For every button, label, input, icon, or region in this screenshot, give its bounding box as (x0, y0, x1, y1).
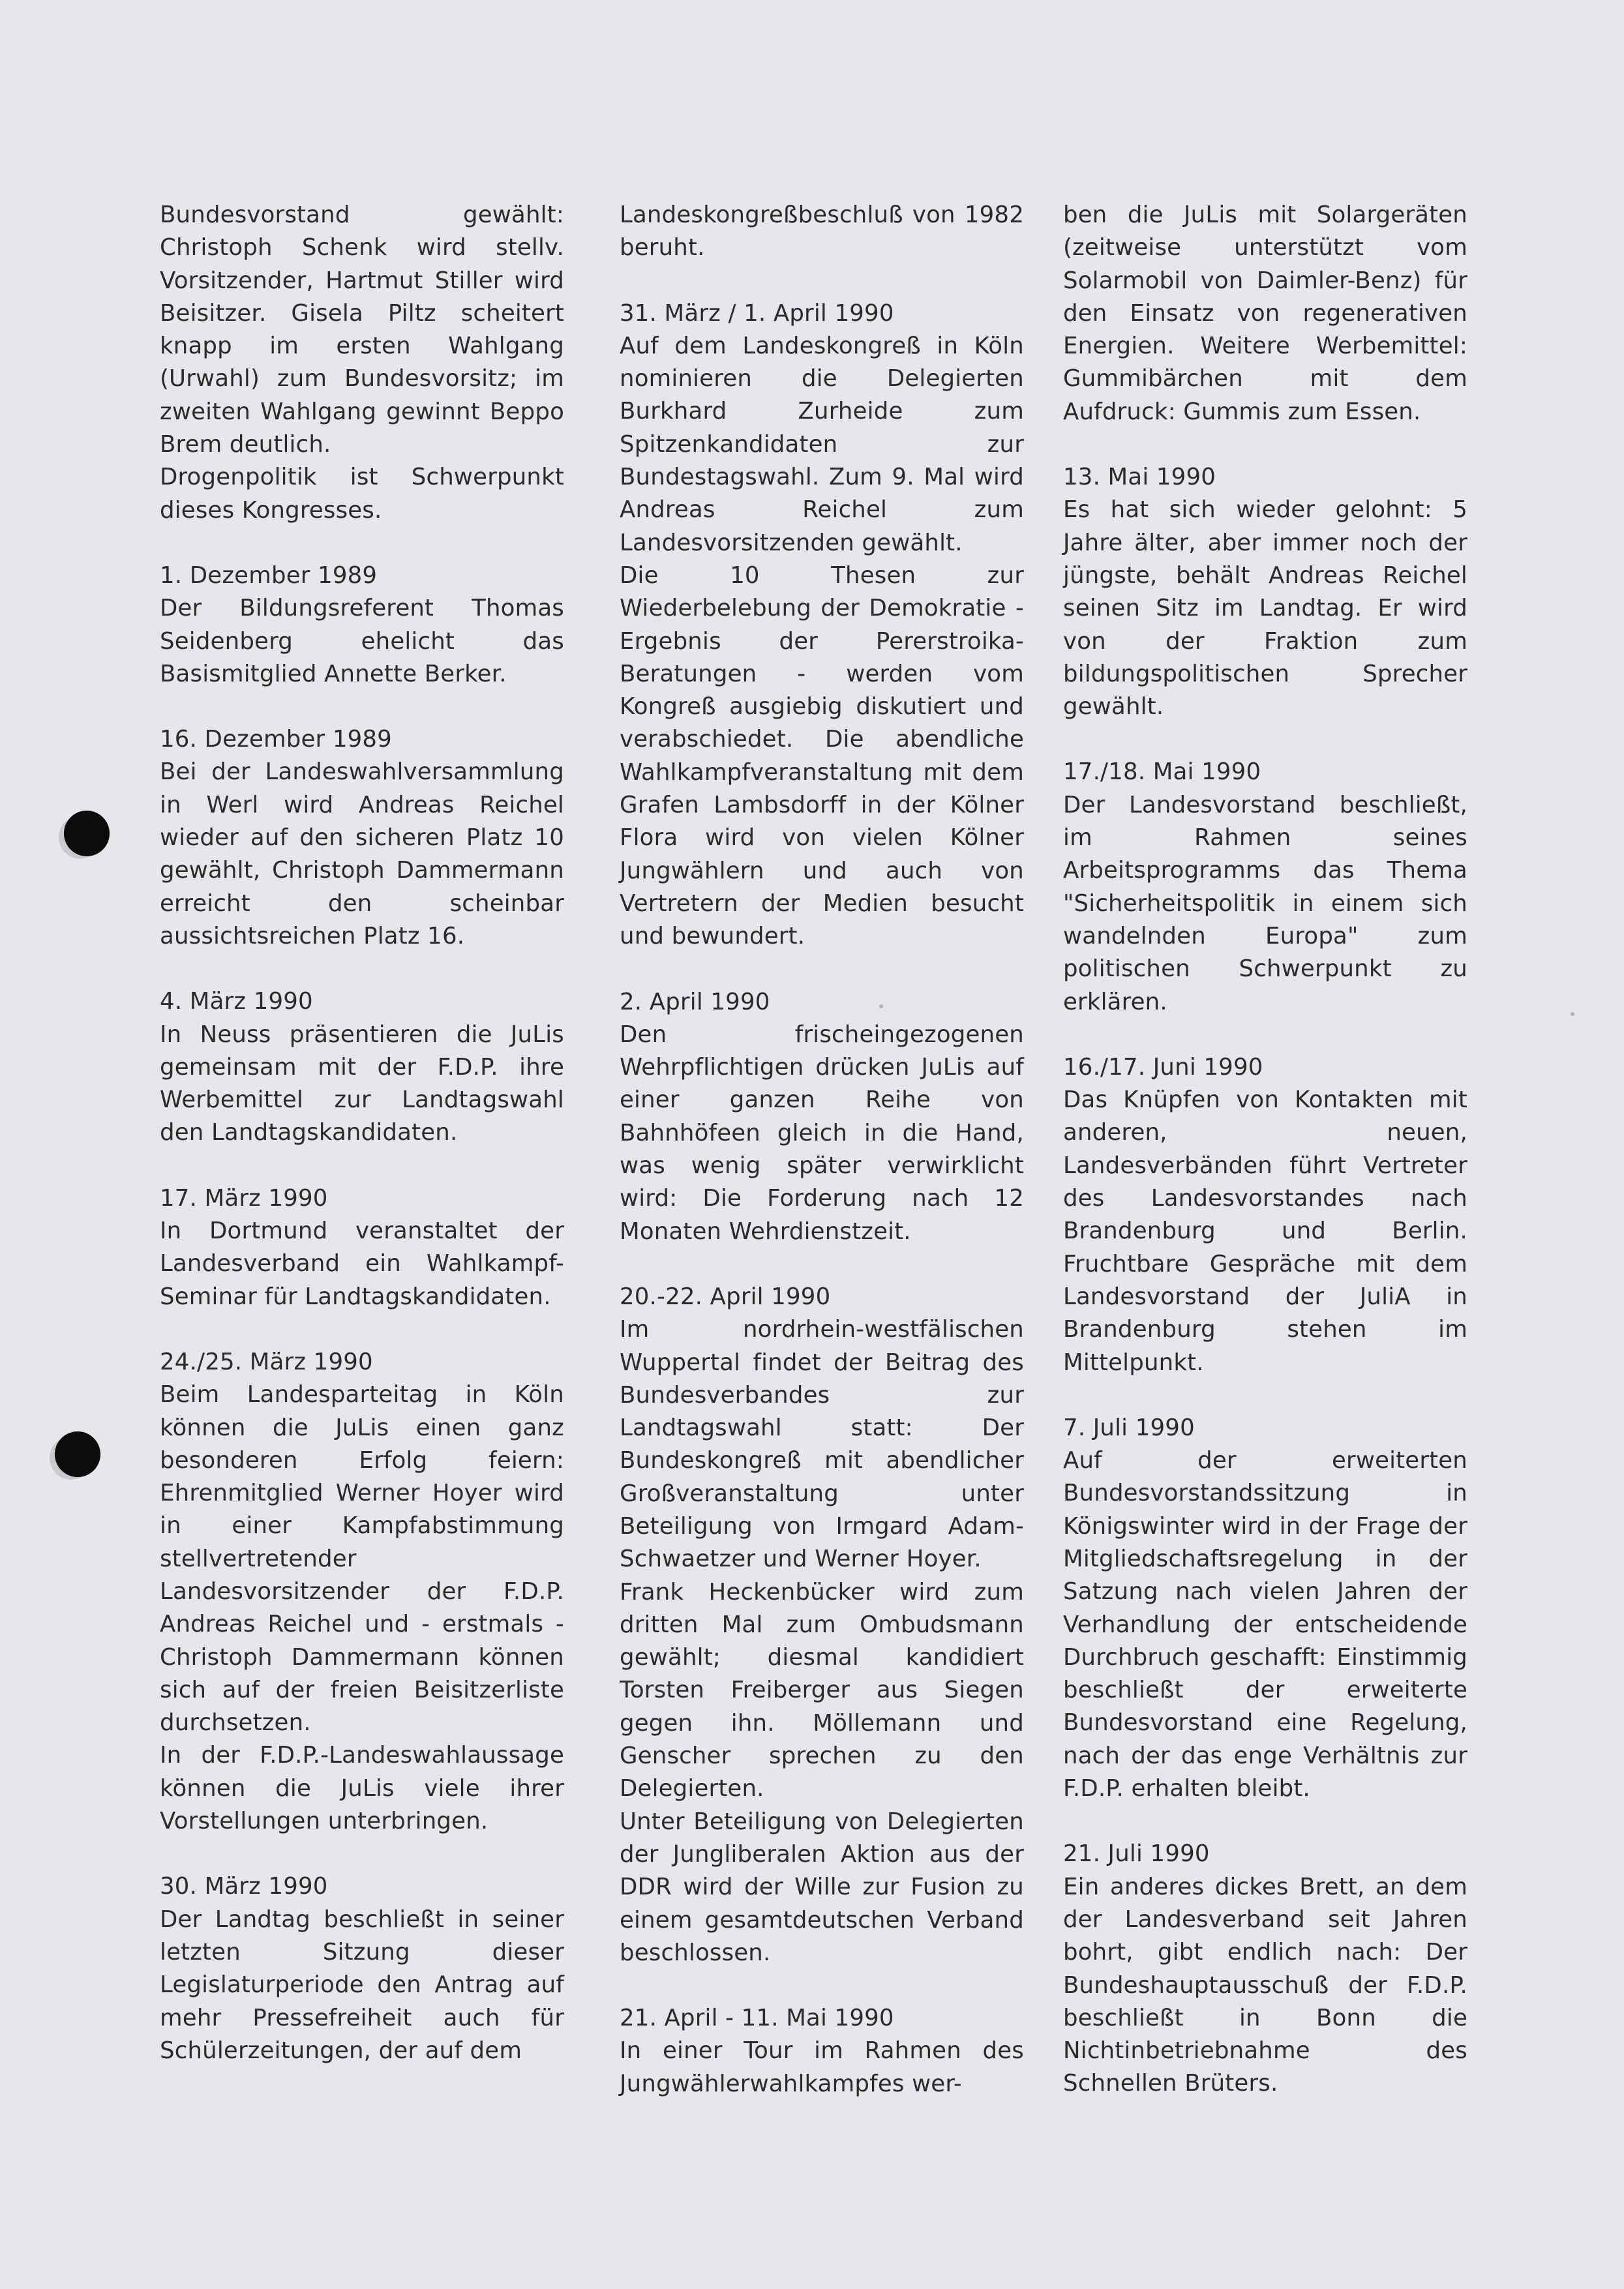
column-2 (620, 199, 1024, 2133)
punch-hole-top (64, 811, 110, 856)
chronicle-entry (160, 560, 564, 691)
chronicle-entry (1063, 1412, 1467, 1806)
chronicle-entry (160, 723, 564, 953)
entry-text (620, 1019, 1024, 1248)
entry-date: 2. April 1990 (620, 988, 770, 1015)
entry-date: 13. Mai 1990 (1063, 464, 1216, 491)
entry-text (1063, 1084, 1467, 1379)
entry-date: 20.-22. April 1990 (620, 1283, 831, 1310)
chronicle-entry (160, 1346, 564, 1838)
entry-paragraph: Der Bildungsreferent Thomas Seidenberg ehelicht das Basismitglied Annette Berker. (160, 595, 564, 687)
entry-text (620, 2035, 1024, 2101)
scan-speck (1571, 1012, 1574, 1016)
chronicle-entry (620, 297, 1024, 953)
entry-paragraph: In Neuss präsentieren die JuLis gemeinsam mit der F.D.P. ihre Werbemittel zur Landtagswahl den Landtagskandidaten. (160, 1021, 564, 1146)
entry-paragraph: Landeskongreßbeschluß von 1982 beruht. (620, 202, 1024, 262)
chronicle-entry (160, 985, 564, 1149)
entry-date: 31. März / 1. April 1990 (620, 299, 894, 327)
entry-paragraph: ben die JuLis mit Solargeräten (zeitweise unterstützt vom Solarmobil von Daimler-Benz) für den Einsatz von regenerativen Energien. Weitere Werbemittel: Gummibärchen mit dem Aufdruck: Gummis zum Essen. (1063, 202, 1467, 425)
entry-paragraph: Der Landtag beschließt in seiner letzten Sitzung dieser Legislaturperiode den Antrag auf mehr Pressefreiheit auch für Schülerzeitungen, der auf dem (160, 1906, 564, 2064)
entry-date: 16. Dezember 1989 (160, 726, 392, 753)
entry-date: 17. März 1990 (160, 1184, 328, 1212)
entry-date: 16./17. Juni 1990 (1063, 1053, 1263, 1081)
entry-text (1063, 1444, 1467, 1805)
punch-hole-bottom (55, 1431, 100, 1477)
entry-paragraph: Bundesvorstand gewählt: Christoph Schenk wird stellv. Vorsitzender, Hartmut Stiller wird Beisitzer. Gisela Piltz scheitert knapp im ersten Wahlgang (Urwahl) zum Bundesvorsitz; im zweiten Wahlgang gewinnt Beppo Brem deutlich. (160, 202, 564, 458)
entry-text (1063, 1871, 1467, 2101)
chronicle-entry (1063, 461, 1467, 723)
entry-date: 4. März 1990 (160, 988, 313, 1015)
entry-paragraph: In einer Tour im Rahmen des Jungwählerwahlkampfes wer- (620, 2037, 1024, 2097)
entry-text (1063, 199, 1467, 428)
entry-date: 21. Juli 1990 (1063, 1840, 1210, 1868)
chronicle-entry (160, 1870, 564, 2067)
entry-paragraph: In Dortmund veranstaltet der Landesverband ein Wahlkampf-Seminar für Landtagskandidaten. (160, 1218, 564, 1310)
entry-text (160, 1379, 564, 1838)
entry-date: 21. April - 11. Mai 1990 (620, 2005, 894, 2032)
column-3 (1063, 199, 1467, 2133)
entry-paragraph: In der F.D.P.-Landeswahlaussage können die JuLis viele ihrer Vorstellungen unterbringen. (160, 1742, 564, 1835)
entry-paragraph: Drogenpolitik ist Schwerpunkt dieses Kongresses. (160, 464, 564, 524)
entry-date: 17./18. Mai 1990 (1063, 758, 1261, 786)
entry-paragraph: Auf der erweiterten Bundesvorstandssitzung in Königswinter wird in der Frage der Mitgliedschaftsregelung in der Satzung nach vielen Jahren der Verhandlung der entscheidende Durchbruch geschafft: Einstimmig beschließt der erweiterte Bundesvorstand eine Regelung, nach der das enge Verhältnis zur F.D.P. erhalten bleibt. (1063, 1447, 1467, 1803)
entry-paragraph: Es hat sich wieder gelohnt: 5 Jahre älter, aber immer noch der jüngste, behält Andreas Reichel seinen Sitz im Landtag. Er wird von der Fraktion zum bildungspolitischen Sprecher gewählt. (1063, 496, 1467, 721)
entry-text (1063, 789, 1467, 1019)
entry-paragraph: Auf dem Landeskongreß in Köln nominieren die Delegierten Burkhard Zurheide zum Spitzenkandidaten zur Bundestagswahl. Zum 9. Mal wird Andreas Reichel zum Landesvorsitzenden gewählt. (620, 332, 1024, 556)
entry-paragraph: Unter Beteiligung von Delegierten der Jungliberalen Aktion aus der DDR wird der Wille zur Fusion zu einem gesamtdeutschen Verband beschlossen. (620, 1808, 1024, 1966)
entry-text (160, 1904, 564, 2067)
entry-paragraph: Ein anderes dickes Brett, an dem der Landesverband seit Jahren bohrt, gibt endlich nach: Der Bundeshauptausschuß der F.D.P. beschließt in Bonn die Nichtinbetriebnahme des Schnellen Brüters. (1063, 1873, 1467, 2097)
entry-paragraph: Die 10 Thesen zur Wiederbelebung der Demokratie - Ergebnis der Pererstroika-Beratungen - werden vom Kongreß ausgiebig diskutiert und verabschiedet. Die abendliche Wahlkampfveranstaltung mit dem Grafen Lambsdorff in der Kölner Flora wird von vielen Kölner Jungwählern und auch von Vertretern der Medien besucht und bewundert. (620, 561, 1024, 950)
chronicle-entry (1063, 1051, 1467, 1379)
entry-paragraph: Bei der Landeswahlversammlung in Werl wird Andreas Reichel wieder auf den sicheren Platz 10 gewählt, Christoph Dammermann erreicht den scheinbar aussichtsreichen Platz 16. (160, 758, 564, 950)
entry-text (620, 330, 1024, 953)
entry-date: 7. Juli 1990 (1063, 1414, 1195, 1441)
chronicle-entry (620, 199, 1024, 265)
column-1 (160, 199, 564, 2100)
chronicle-entry (620, 2002, 1024, 2101)
chronicle-entry (620, 986, 1024, 1248)
chronicle-entry (1063, 756, 1467, 1018)
entry-paragraph: Beim Landesparteitag in Köln können die JuLis einen ganz besonderen Erfolg feiern: Ehrenmitglied Werner Hoyer wird in einer Kampfabstimmung stellvertretender Landesvorsitzender der F.D.P. Andreas Reichel und - erstmals - Christoph Dammermann können sich auf der freien Beisitzerliste durchsetzen. (160, 1381, 564, 1737)
entry-date: 30. März 1990 (160, 1873, 328, 1900)
entry-text (160, 592, 564, 691)
chronicle-entry (160, 1182, 564, 1313)
entry-text (160, 1215, 564, 1313)
entry-text (1063, 494, 1467, 723)
entry-text (160, 756, 564, 953)
entry-text (160, 1019, 564, 1150)
entry-paragraph: Der Landesvorstand beschließt, im Rahmen seines Arbeitsprogramms das Thema "Sicherheitspolitik in einem sich wandelnden Europa" zum politischen Schwerpunkt zu erklären. (1063, 791, 1467, 1015)
entry-text (620, 199, 1024, 265)
entry-paragraph: Frank Heckenbücker wird zum dritten Mal zum Ombudsmann gewählt; diesmal kandidiert Torsten Freiberger aus Siegen gegen ihn. Möllemann und Genscher sprechen zu den Delegierten. (620, 1578, 1024, 1803)
entry-paragraph: Im nordrhein-westfälischen Wuppertal findet der Beitrag des Bundesverbandes zur Landtagswahl statt: Der Bundeskongreß mit abendlicher Großveranstaltung unter Beteiligung von Irmgard Adam-Schwaetzer und Werner Hoyer. (620, 1316, 1024, 1573)
entry-paragraph: Das Knüpfen von Kontakten mit anderen, neuen, Landesverbänden führt Vertreter des Landesvorstandes nach Brandenburg und Berlin. Fruchtbare Gespräche mit dem Landesvorstand der JuliA in Brandenburg stehen im Mittelpunkt. (1063, 1086, 1467, 1376)
chronicle-entry (620, 1281, 1024, 1969)
chronicle-entry (1063, 199, 1467, 428)
entry-date: 1. Dezember 1989 (160, 561, 378, 589)
entry-date: 24./25. März 1990 (160, 1348, 373, 1375)
entry-text (160, 199, 564, 527)
chronicle-entry (1063, 1838, 1467, 2100)
entry-text (620, 1313, 1024, 1969)
chronicle-entry (160, 199, 564, 527)
entry-paragraph: Den frischeingezogenen Wehrpflichtigen drücken JuLis auf einer ganzen Reihe von Bahnhöfeen gleich in die Hand, was wenig später verwirklicht wird: Die Forderung nach 12 Monaten Wehrdienstzeit. (620, 1021, 1024, 1245)
